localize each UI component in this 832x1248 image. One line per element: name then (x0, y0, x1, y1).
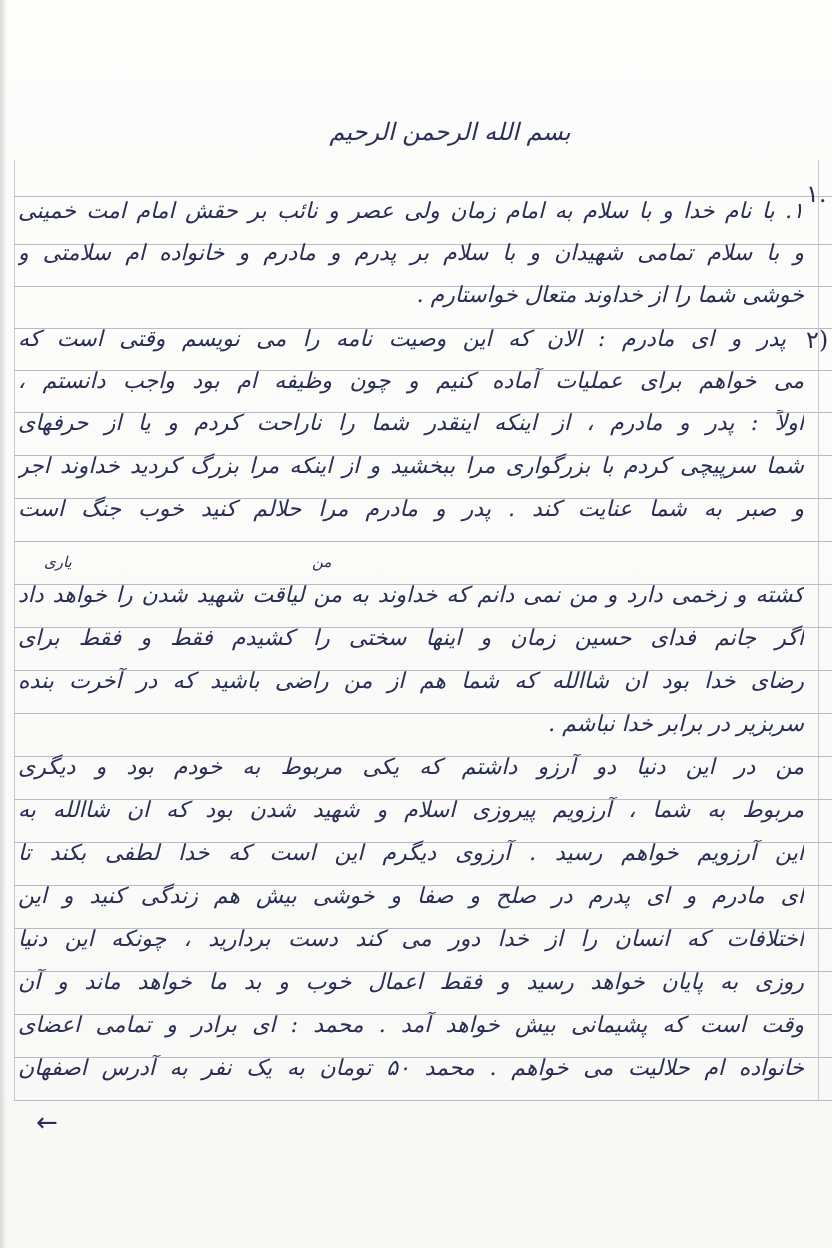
letter-line: خوشی شما را از خداوند متعال خواستارم . (416, 283, 804, 308)
letter-line: رضای خدا بود ان شاالله که شما هم از من راضی باشید که در آخرت بنده (18, 669, 804, 694)
letter-line: ۱. با نام خدا و با سلام به امام زمان ولی عصر و نائب بر حقش امام امت خمینی (18, 199, 804, 224)
letter-line: ای مادرم و ای پدرم در صلح و صفا و خوشی بیش هم زندگی کنید و این (18, 884, 804, 909)
page-heading: بسم الله الرحمن الرحیم (329, 118, 571, 146)
interline-insertion: یاری (44, 553, 72, 571)
letter-line: من در این دنیا دو آرزو داشتم که یکی مربوط به خودم بود و دیگری (18, 755, 804, 780)
letter-line: و با سلام تمامی شهیدان و با سلام بر پدرم و مادرم و خانواده ام سلامتی و (18, 241, 804, 266)
letter-line: سربزیر در برابر خدا نباشم . (548, 712, 804, 737)
interline-insertion: من (312, 553, 332, 571)
ruled-line (14, 1100, 832, 1101)
paper-edge (0, 0, 6, 1248)
letter-line: اگر جانم فدای حسین زمان و اینها سختی را کشیدم فقط و فقط برای (18, 626, 804, 651)
ruled-line (14, 196, 832, 197)
ruled-line (14, 541, 832, 542)
letter-line: وقت است که پشیمانی بیش خواهد آمد . محمد : ای برادر و تمامی اعضای (18, 1013, 804, 1038)
letter-line: شما سرپیچی کردم با بزرگواری مرا ببخشید و از اینکه مرا بزرگ کردید خداوند اجر (18, 454, 804, 479)
paragraph-number: ۲) (806, 326, 829, 354)
letter-line: و صبر به شما عنایت کند . پدر و مادرم مرا حلالم کنید خوب جنگ است (18, 497, 804, 522)
letter-line: این آرزویم خواهم رسید . آرزوی دیگرم این است که خدا لطفی بکند تا (18, 841, 804, 866)
letter-line: روزی به پایان خواهد رسید و فقط اعمال خوب و بد ما خواهد ماند و آن (18, 970, 804, 995)
letter-line: می خواهم برای عملیات آماده کنیم و چون وظیفه ام بود واجب دانستم ، (18, 369, 804, 394)
left-margin-line (14, 160, 15, 1100)
letter-line: مربوط به شما ، آرزویم پیروزی اسلام و شهید شدن بود که ان شاالله به (18, 798, 804, 823)
letter-line: خانواده ام حلالیت می خواهم . محمد ۵۰ تومان به یک نفر به آدرس اصفهان (18, 1056, 804, 1081)
paragraph-number: ۱. (806, 180, 827, 208)
continue-arrow-icon: ← (36, 1108, 58, 1138)
right-margin-line (818, 160, 819, 1100)
letter-line: اختلافات که انسان را از خدا دور می کند دست بردارید ، چونکه این دنیا (18, 927, 804, 952)
letter-line: پدر و ای مادرم : الان که این وصیت نامه را می نویسم وقتی است که (18, 327, 786, 352)
letter-line: کشته و زخمی دارد و من نمی دانم که خداوند به من لیاقت شهید شدن را خواهد داد (18, 583, 804, 608)
letter-line: اولاً : پدر و مادرم ، از اینکه اینقدر شما را ناراحت کردم و یا از حرفهای (18, 411, 804, 436)
